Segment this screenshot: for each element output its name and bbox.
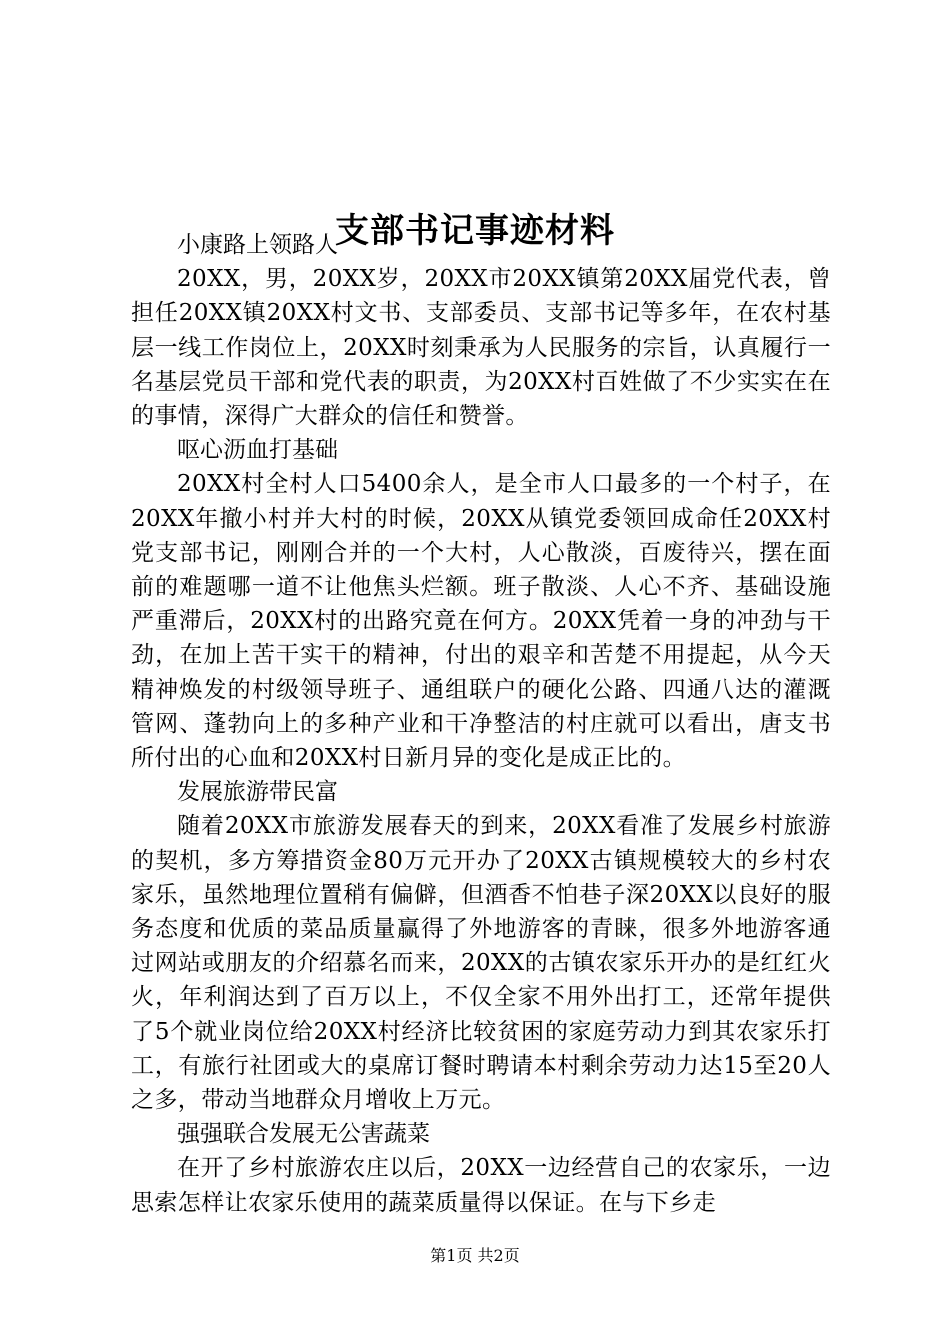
- section-paragraph: 在开了乡村旅游农庄以后，20XX一边经营自己的农家乐，一边思索怎样让农家乐使用的蔬菜质量得以保证。在与下乡走: [131, 1155, 831, 1216]
- document-body: [131, 228, 831, 1220]
- section-paragraph: 随着20XX市旅游发展春天的到来，20XX看准了发展乡村旅游的契机，多方筹措资金80万元开办了20XX古镇规模较大的乡村农家乐，虽然地理位置稍有偏僻，但酒香不怕巷子深20XX以良好的服务态度和优质的菜品质量赢得了外地游客的青睐，很多外地游客通过网站或朋友的介绍慕名而来，20XX的古镇农家乐开办的是红红火火，年利润达到了百万以上，不仅全家不用外出打工，还常年提供了5个就业岗位给20XX村经济比较贫困的家庭劳动力到其农家乐打工，有旅行社团或大的桌席订餐时聘请本村剩余劳动力达15至20人之多，带动当地群众月增收上万元。: [131, 813, 831, 1114]
- section-heading: 强强联合发展无公害蔬菜: [177, 1121, 430, 1148]
- document-title: 支部书记事迹材料: [335, 210, 615, 251]
- section-heading: 发展旅游带民富: [177, 779, 338, 806]
- section-heading: 呕心沥血打基础: [177, 437, 338, 464]
- section-paragraph: 20XX，男，20XX岁，20XX市20XX镇第20XX届党代表，曾担任20XX镇20XX村文书、支部委员、支部书记等多年，在农村基层一线工作岗位上，20XX时刻秉承为人民服务的宗旨，认真履行一名基层党员干部和党代表的职责，为20XX村百姓做了不少实实在在的事情，深得广大群众的信任和赞誉。: [131, 266, 831, 430]
- section-heading: 小康路上领路人: [177, 232, 338, 258]
- section-paragraph: 20XX村全村人口5400余人，是全市人口最多的一个村子，在20XX年撤小村并大村的时候，20XX从镇党委领回成命任20XX村党支部书记，刚刚合并的一个大村，人心散淡，百废待兴，摆在面前的难题哪一道不让他焦头烂额。班子散淡、人心不齐、基础设施严重滞后，20XX村的出路究竟在何方。20XX凭着一身的冲劲与干劲，在加上苦干实干的精神，付出的艰辛和苦楚不用提起，从今天精神焕发的村级领导班子、通组联户的硬化公路、四通八达的灌溉管网、蓬勃向上的多种产业和干净整洁的村庄就可以看出，唐支书所付出的心血和20XX村日新月异的变化是成正比的。: [131, 471, 831, 772]
- page-number-footer: 第1页 共2页: [430, 1246, 520, 1265]
